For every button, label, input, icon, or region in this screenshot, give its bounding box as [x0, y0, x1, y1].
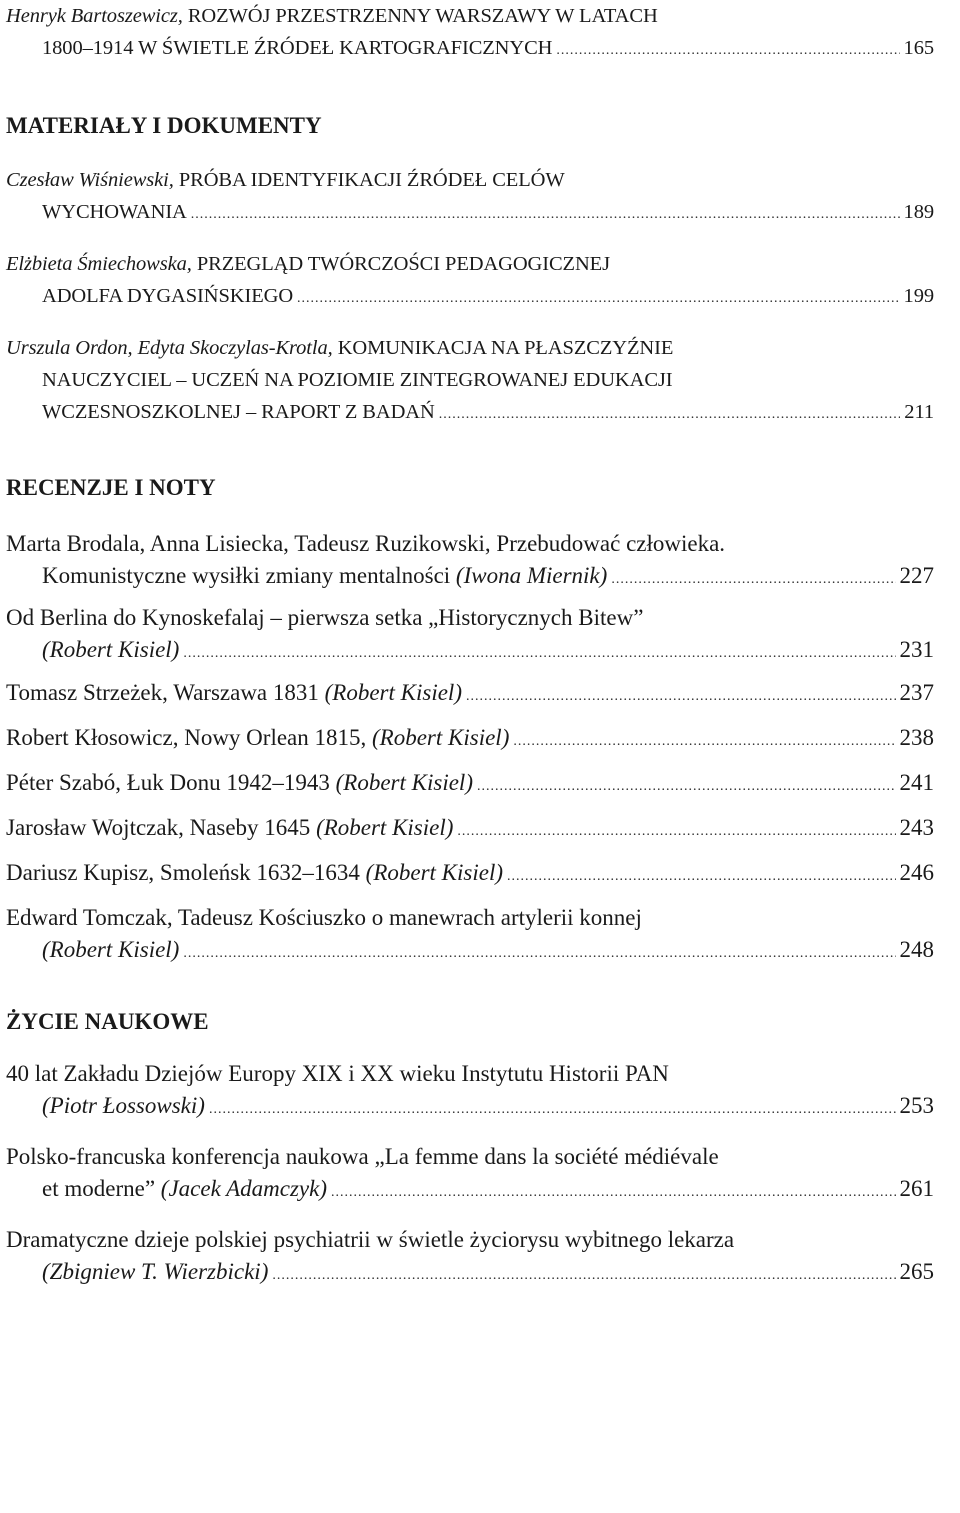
- entry-title: Komunistyczne wysiłki zmiany mentalności: [42, 563, 451, 588]
- entry-reviewer: (Robert Kisiel): [42, 937, 180, 962]
- dot-leader: [611, 564, 895, 596]
- toc-entry-line: NAUCZYCIEL – UCZEŃ NA POZIOMIE ZINTEGROWANEJ EDUKACJI: [42, 369, 673, 391]
- dot-leader: [183, 638, 895, 670]
- dot-leader: [466, 681, 896, 713]
- toc-entry-line: [6, 332, 934, 364]
- dot-leader: [191, 199, 900, 231]
- toc-entry-last-line: [6, 280, 934, 315]
- section-heading: RECENZJE I NOTY: [6, 475, 216, 500]
- entry-reviewer: (Zbigniew T. Wierzbicki): [42, 1259, 269, 1284]
- dot-leader: [477, 771, 896, 803]
- toc-entry: [6, 164, 934, 231]
- toc-entry-line: Dramatyczne dzieje polskiej psychiatrii w świetle życiorysu wybitnego lekarza: [6, 1227, 735, 1252]
- entry-title: 1800–1914 W ŚWIETLE ŹRÓDEŁ KARTOGRAFICZNYCH: [42, 37, 553, 59]
- toc-entry-last-line: [6, 396, 934, 431]
- page-number: 241: [899, 770, 934, 795]
- toc-entry-last-line: [6, 1173, 934, 1209]
- toc-entry-last-line: [6, 767, 934, 803]
- toc-entry-line: [6, 248, 934, 280]
- toc-entry: [6, 1058, 934, 1126]
- page-number: 246: [899, 860, 934, 885]
- page-number: 165: [903, 37, 934, 59]
- dot-leader: [297, 283, 900, 315]
- toc-entry-last-line: [6, 1090, 934, 1126]
- toc-entry-line: [6, 164, 934, 196]
- page-number: 261: [899, 1176, 934, 1201]
- page-number: 227: [899, 563, 934, 588]
- page-number: 253: [899, 1093, 934, 1118]
- entry-author: Urszula Ordon, Edyta Skoczylas-Krotla,: [6, 337, 333, 359]
- toc-entry: [6, 1141, 934, 1209]
- toc-entry: [6, 332, 934, 431]
- toc-entry-last-line: [6, 196, 934, 231]
- entry-title: Péter Szabó, Łuk Donu 1942–1943: [6, 770, 330, 795]
- entry-reviewer: (Robert Kisiel): [324, 680, 462, 705]
- dot-leader: [272, 1260, 895, 1292]
- entry-title: PRÓBA IDENTYFIKACJI ŹRÓDEŁ CELÓW: [178, 169, 565, 191]
- dot-leader: [209, 1094, 896, 1126]
- toc-entry-line: Marta Brodala, Anna Lisiecka, Tadeusz Ruzikowski, Przebudować człowieka.: [6, 531, 726, 556]
- entry-title: KOMUNIKACJA NA PŁASZCZYŹNIE: [337, 337, 674, 359]
- entry-title: WYCHOWANIA: [42, 201, 187, 223]
- toc-entry-last-line: [6, 634, 934, 670]
- toc-entry: [6, 0, 934, 67]
- dot-leader: [331, 1177, 895, 1209]
- entry-title: ROZWÓJ PRZESTRZENNY WARSZAWY W LATACH: [187, 5, 658, 27]
- entry-title: Robert Kłosowicz, Nowy Orlean 1815,: [6, 725, 367, 750]
- toc-entry: [6, 248, 934, 315]
- entry-reviewer: (Piotr Łossowski): [42, 1093, 205, 1118]
- entry-title: PRZEGLĄD TWÓRCZOŚCI PEDAGOGICZNEJ: [196, 253, 610, 275]
- entry-title: WCZESNOSZKOLNEJ – RAPORT Z BADAŃ: [42, 401, 435, 423]
- entry-title: Jarosław Wojtczak, Naseby 1645: [6, 815, 311, 840]
- toc-entry: [6, 857, 934, 893]
- entry-reviewer: (Robert Kisiel): [372, 725, 510, 750]
- entry-reviewer: (Jacek Adamczyk): [160, 1176, 328, 1201]
- section-heading: MATERIAŁY I DOKUMENTY: [6, 113, 322, 138]
- entry-reviewer: (Robert Kisiel): [42, 637, 180, 662]
- entry-author: Henryk Bartoszewicz,: [6, 5, 183, 27]
- page-number: 211: [904, 401, 934, 423]
- toc-entry-last-line: [6, 32, 934, 67]
- section-heading: ŻYCIE NAUKOWE: [6, 1009, 209, 1034]
- toc-entry-last-line: [6, 722, 934, 758]
- page-number: 231: [899, 637, 934, 662]
- page-number: 238: [899, 725, 934, 750]
- dot-leader: [513, 726, 895, 758]
- toc-entry: [6, 767, 934, 803]
- toc-entry-line: Edward Tomczak, Tadeusz Kościuszko o manewrach artylerii konnej: [6, 905, 642, 930]
- entry-author: Czesław Wiśniewski,: [6, 169, 174, 191]
- dot-leader: [183, 938, 895, 970]
- toc-entry-line: [6, 0, 934, 32]
- dot-leader: [556, 35, 899, 67]
- entry-reviewer: (Robert Kisiel): [365, 860, 504, 885]
- toc-entry-last-line: [6, 934, 934, 970]
- entry-reviewer: (Robert Kisiel): [316, 815, 454, 840]
- toc-entry: [6, 602, 934, 670]
- entry-title: ADOLFA DYGASIŃSKIEGO: [42, 285, 294, 307]
- toc-entry-last-line: [6, 1256, 934, 1292]
- toc-entry-last-line: [6, 857, 934, 893]
- toc-entry: [6, 812, 934, 848]
- dot-leader: [439, 399, 901, 431]
- entry-reviewer: (Iwona Miernik): [455, 563, 608, 588]
- page-number: 189: [903, 201, 934, 223]
- toc-entry: [6, 677, 934, 713]
- toc-entry: [6, 1224, 934, 1292]
- toc-entry-line: Od Berlina do Kynoskefalaj – pierwsza setka „Historycznych Bitew”: [6, 605, 644, 630]
- entry-title: et moderne”: [42, 1176, 156, 1201]
- toc-entry-last-line: [6, 812, 934, 848]
- toc-entry-line: Polsko-francuska konferencja naukowa „La femme dans la société médiévale: [6, 1144, 719, 1169]
- entry-title: Dariusz Kupisz, Smoleńsk 1632–1634: [6, 860, 360, 885]
- entry-title: Tomasz Strzeżek, Warszawa 1831: [6, 680, 319, 705]
- toc-entry: [6, 902, 934, 970]
- toc-entry-last-line: [6, 677, 934, 713]
- page-number: 199: [903, 285, 934, 307]
- page-number: 248: [899, 937, 934, 962]
- entry-author: Elżbieta Śmiechowska,: [6, 253, 192, 275]
- page-number: 237: [899, 680, 934, 705]
- toc-entry: [6, 722, 934, 758]
- toc-entry-last-line: [6, 560, 934, 596]
- entry-reviewer: (Robert Kisiel): [335, 770, 473, 795]
- dot-leader: [507, 861, 895, 893]
- page-number: 265: [899, 1259, 934, 1284]
- dot-leader: [457, 816, 895, 848]
- toc-entry-line: 40 lat Zakładu Dziejów Europy XIX i XX wieku Instytutu Historii PAN: [6, 1061, 669, 1086]
- toc-entry: [6, 528, 934, 596]
- page-number: 243: [899, 815, 934, 840]
